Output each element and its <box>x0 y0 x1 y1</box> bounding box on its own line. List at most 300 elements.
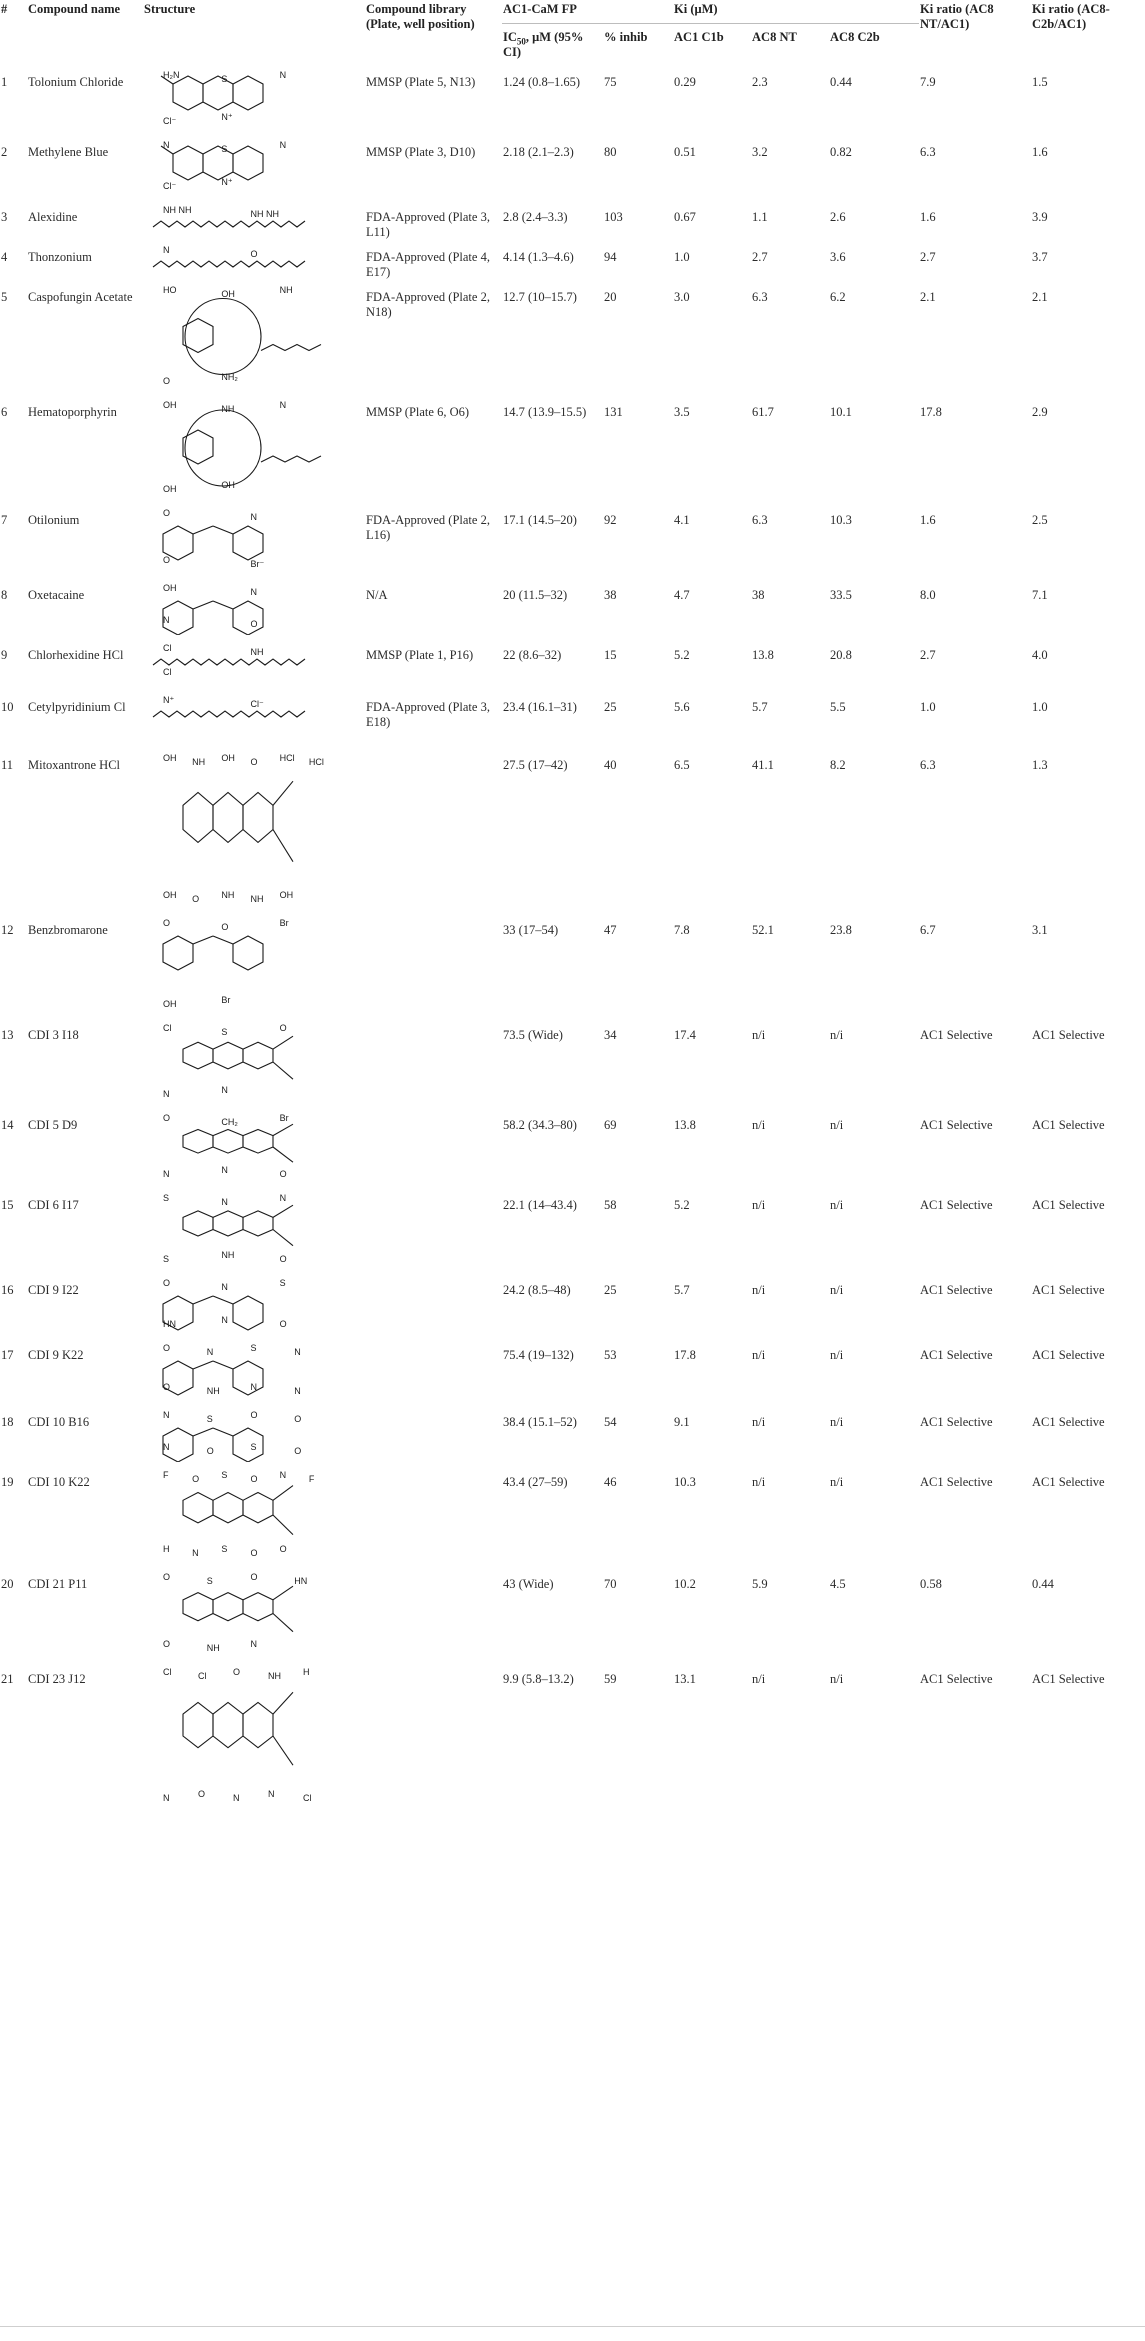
structure-atom-label: N <box>163 1442 170 1452</box>
structure-atom-label: S <box>250 1343 257 1353</box>
ic50-value: 58.2 (34.3–80) <box>503 1118 577 1132</box>
compound-library <box>365 749 502 914</box>
ki-ac1-c1b: 10.3 <box>674 1475 696 1489</box>
ki-ac8-c2b: 5.5 <box>830 700 846 714</box>
ki-ratio-nt: 1.6 <box>920 210 936 224</box>
structure-atom-label: S <box>206 1414 213 1424</box>
compound-name: Tolonium Chloride <box>28 75 124 89</box>
ki-ratio-c2b: AC1 Selective <box>1032 1415 1105 1429</box>
table-row <box>0 579 1145 639</box>
inhib-value: 46 <box>604 1475 617 1489</box>
structure-atom-label: S <box>163 1193 170 1203</box>
structure-drawing <box>143 1274 358 1335</box>
table-row <box>0 1466 1145 1568</box>
table-row <box>0 749 1145 914</box>
ki-ac1-c1b: 9.1 <box>674 1415 690 1429</box>
ki-ratio-c2b: AC1 Selective <box>1032 1198 1105 1212</box>
structure-atom-label: N <box>221 1085 228 1095</box>
structure-cell <box>143 914 365 1019</box>
row-number: 10 <box>1 700 14 714</box>
ki-ratio-c2b: 1.3 <box>1032 758 1048 772</box>
structure-atom-label: N <box>221 1315 228 1325</box>
structure-atom-label: Br <box>279 1113 289 1123</box>
structure-atom-label: HN <box>294 1576 308 1586</box>
ic50-value: 14.7 (13.9–15.5) <box>503 405 587 419</box>
ki-ratio-c2b: AC1 Selective <box>1032 1028 1105 1042</box>
ki-ac8-nt: 6.3 <box>752 290 768 304</box>
table-row <box>0 241 1145 281</box>
structure-atom-label: N <box>163 1169 170 1179</box>
row-number: 16 <box>1 1283 14 1297</box>
compound-name: Hematoporphyrin <box>28 405 117 419</box>
compound-library: MMSP (Plate 3, D10) <box>366 145 476 159</box>
ki-ratio-c2b: 3.1 <box>1032 923 1048 937</box>
ic50-value: 43.4 (27–59) <box>503 1475 568 1489</box>
ki-ac8-nt: n/i <box>752 1475 766 1489</box>
structure-atom-label: N <box>250 587 257 597</box>
compound-library: FDA-Approved (Plate 4, E17) <box>366 250 490 279</box>
structure-atom-label: O <box>250 757 258 767</box>
structure-atom-label: N <box>221 1165 228 1175</box>
ki-ac8-nt: n/i <box>752 1118 766 1132</box>
structure-atom-label: NH <box>206 1386 220 1396</box>
structure-atom-label: N <box>279 1470 287 1480</box>
structure-drawing <box>143 639 358 687</box>
structure-atom-label: OH <box>163 583 177 593</box>
ki-ac8-nt: 41.1 <box>752 758 774 772</box>
compound-name: Alexidine <box>28 210 78 224</box>
structure-cell <box>143 749 365 914</box>
header-num: # <box>1 2 8 16</box>
inhib-value: 25 <box>604 1283 617 1297</box>
compound-library: MMSP (Plate 6, O6) <box>366 405 470 419</box>
structure-atom-label: H <box>163 1544 170 1554</box>
structure-atom-label: O <box>233 1667 241 1677</box>
structure-atom-label: N <box>250 1382 257 1392</box>
header-fp-group: AC1-CaM FP <box>502 0 673 24</box>
structure-atom-label: O <box>250 1474 258 1484</box>
structure-atom-label: O <box>221 922 229 932</box>
ic50-value: 27.5 (17–42) <box>503 758 568 772</box>
structure-drawing <box>143 66 358 132</box>
structure-atom-label: O <box>192 1474 200 1484</box>
ki-ac8-nt: 2.3 <box>752 75 768 89</box>
inhib-value: 20 <box>604 290 617 304</box>
structure-cell <box>143 1189 365 1274</box>
ki-ac8-nt: 1.1 <box>752 210 768 224</box>
ki-ac8-c2b: 6.2 <box>830 290 846 304</box>
ki-ac8-c2b: 33.5 <box>830 588 852 602</box>
structure-cell <box>143 1663 365 1813</box>
compound-library <box>365 1663 502 1813</box>
compound-library <box>365 1568 502 1663</box>
structure-atom-label: N <box>206 1347 214 1357</box>
row-number: 2 <box>1 145 8 159</box>
structure-atom-label: O <box>250 249 258 259</box>
structure-drawing <box>143 201 358 237</box>
ki-ratio-c2b: 1.6 <box>1032 145 1048 159</box>
ki-ratio-nt: AC1 Selective <box>920 1028 993 1042</box>
ki-ac1-c1b: 0.67 <box>674 210 696 224</box>
compound-name: Otilonium <box>28 513 80 527</box>
structure-atom-label: O <box>163 376 171 386</box>
structure-atom-label: S <box>279 1278 286 1288</box>
ki-ratio-nt: 6.3 <box>920 145 936 159</box>
structure-atom-label: NH <box>250 894 264 904</box>
structure-atom-label: NH <box>221 890 235 900</box>
structure-cell <box>143 241 365 281</box>
structure-cell <box>143 1339 365 1406</box>
inhib-value: 59 <box>604 1672 617 1686</box>
structure-atom-label: O <box>279 1544 287 1554</box>
compound-library <box>365 1339 502 1406</box>
ki-ratio-c2b: AC1 Selective <box>1032 1348 1105 1362</box>
structure-atom-label: N <box>279 140 287 150</box>
ki-ac8-c2b: n/i <box>830 1283 844 1297</box>
structure-cell <box>143 1274 365 1339</box>
ki-ac8-c2b: n/i <box>830 1118 844 1132</box>
structure-drawing <box>143 1568 358 1659</box>
structure-drawing <box>143 504 358 575</box>
ic50-value: 20 (11.5–32) <box>503 588 568 602</box>
row-number: 17 <box>1 1348 14 1362</box>
table-row <box>0 201 1145 241</box>
ki-ac8-nt: 13.8 <box>752 648 774 662</box>
row-number: 11 <box>1 758 14 772</box>
ki-ac8-nt: n/i <box>752 1348 766 1362</box>
ic50-value: 4.14 (1.3–4.6) <box>503 250 574 264</box>
structure-atom-label: S <box>221 74 228 84</box>
ki-ratio-nt: AC1 Selective <box>920 1415 993 1429</box>
structure-cell <box>143 136 365 201</box>
ki-ratio-nt: 17.8 <box>920 405 942 419</box>
inhib-value: 15 <box>604 648 617 662</box>
ki-ac8-nt: 5.7 <box>752 700 768 714</box>
structure-cell <box>143 201 365 241</box>
table-row <box>0 504 1145 579</box>
ki-ac8-c2b: n/i <box>830 1415 844 1429</box>
inhib-value: 69 <box>604 1118 617 1132</box>
structure-atom-label: Cl <box>163 643 172 653</box>
inhib-value: 80 <box>604 145 617 159</box>
ic50-value: 33 (17–54) <box>503 923 559 937</box>
compound-name: CDI 6 I17 <box>28 1198 79 1212</box>
structure-atom-label: O <box>294 1446 302 1456</box>
ki-ratio-c2b: 4.0 <box>1032 648 1048 662</box>
ic50-value: 24.2 (8.5–48) <box>503 1283 571 1297</box>
ki-ac1-c1b: 5.6 <box>674 700 690 714</box>
structure-atom-label: N <box>279 70 287 80</box>
structure-cell <box>143 1109 365 1189</box>
structure-drawing <box>143 579 358 635</box>
structure-atom-label: O <box>192 894 200 904</box>
compound-name: CDI 9 I22 <box>28 1283 79 1297</box>
ki-ratio-nt: AC1 Selective <box>920 1118 993 1132</box>
compound-name: Chlorhexidine HCl <box>28 648 124 662</box>
row-number: 18 <box>1 1415 14 1429</box>
row-number: 1 <box>1 75 8 89</box>
ic50-value: 2.8 (2.4–3.3) <box>503 210 568 224</box>
structure-atom-label: O <box>250 1572 258 1582</box>
structure-atom-label: O <box>163 1343 171 1353</box>
table-row <box>0 914 1145 1019</box>
structure-drawing <box>143 1663 358 1809</box>
ki-ac1-c1b: 13.1 <box>674 1672 696 1686</box>
row-number: 8 <box>1 588 8 602</box>
structure-cell <box>143 691 365 749</box>
structure-atom-label: N <box>163 1089 170 1099</box>
structure-drawing <box>143 281 358 392</box>
row-number: 21 <box>1 1672 14 1686</box>
structure-atom-label: O <box>279 1319 287 1329</box>
inhib-value: 92 <box>604 513 617 527</box>
ki-ac8-nt: 61.7 <box>752 405 774 419</box>
structure-atom-label: O <box>163 1572 171 1582</box>
table-row <box>0 281 1145 396</box>
inhib-value: 75 <box>604 75 617 89</box>
structure-atom-label: NH NH <box>250 209 279 219</box>
structure-atom-label: OH <box>163 753 177 763</box>
ki-ratio-nt: AC1 Selective <box>920 1475 993 1489</box>
ki-ratio-nt: 6.7 <box>920 923 936 937</box>
structure-atom-label: S <box>163 1254 170 1264</box>
structure-atom-label: N <box>279 1193 287 1203</box>
compound-library <box>365 1019 502 1109</box>
structure-atom-label: Cl⁻ <box>250 699 264 709</box>
structure-atom-label: NH <box>206 1643 220 1653</box>
ki-ac8-c2b: 2.6 <box>830 210 846 224</box>
ki-ac1-c1b: 3.5 <box>674 405 690 419</box>
structure-atom-label: S <box>221 1544 228 1554</box>
header-compound-name: Compound name <box>28 2 121 16</box>
ki-ac1-c1b: 3.0 <box>674 290 690 304</box>
ic50-value: 43 (Wide) <box>503 1577 554 1591</box>
compound-name: CDI 5 D9 <box>28 1118 78 1132</box>
structure-atom-label: O <box>163 918 171 928</box>
compound-name: CDI 23 J12 <box>28 1672 86 1686</box>
structure-atom-label: NH₂ <box>221 372 238 382</box>
ki-ac8-nt: 52.1 <box>752 923 774 937</box>
row-number: 15 <box>1 1198 14 1212</box>
ki-ratio-c2b: 3.7 <box>1032 250 1048 264</box>
structure-cell <box>143 1019 365 1109</box>
ki-ratio-c2b: AC1 Selective <box>1032 1283 1105 1297</box>
row-number: 7 <box>1 513 8 527</box>
structure-atom-label: O <box>250 1410 258 1420</box>
header-ki-ratio-c2b: Ki ratio (AC8-C2b/AC1) <box>1032 2 1110 31</box>
table-row <box>0 1019 1145 1109</box>
ki-ratio-c2b: AC1 Selective <box>1032 1672 1105 1686</box>
ki-ac1-c1b: 5.2 <box>674 1198 690 1212</box>
structure-atom-label: N <box>279 400 287 410</box>
ki-ratio-nt: 0.58 <box>920 1577 942 1591</box>
table-body <box>0 66 1145 1813</box>
ki-ratio-nt: 6.3 <box>920 758 936 772</box>
compound-library: FDA-Approved (Plate 2, N18) <box>366 290 490 319</box>
table-header <box>0 0 1145 66</box>
structure-atom-label: NH <box>221 1250 235 1260</box>
structure-atom-label: H₂N <box>163 70 180 80</box>
header-ki-group: Ki (μM) <box>673 0 919 24</box>
ki-ratio-nt: 1.0 <box>920 700 936 714</box>
header-inhib: % inhib <box>604 30 648 44</box>
compound-library: MMSP (Plate 1, P16) <box>366 648 474 662</box>
ki-ac1-c1b: 10.2 <box>674 1577 696 1591</box>
ic50-value: 38.4 (15.1–52) <box>503 1415 577 1429</box>
ki-ac8-nt: 38 <box>752 588 765 602</box>
table-row <box>0 1406 1145 1466</box>
structure-atom-label: H <box>303 1667 310 1677</box>
structure-atom-label: OH <box>163 999 177 1009</box>
structure-atom-label: NH <box>250 647 264 657</box>
header-ki-ratio-nt: Ki ratio (AC8 NT/AC1) <box>920 2 994 31</box>
structure-atom-label: Br <box>221 995 231 1005</box>
structure-atom-label: N <box>250 1639 257 1649</box>
structure-atom-label: N <box>250 512 257 522</box>
compound-library: FDA-Approved (Plate 3, E18) <box>366 700 490 729</box>
structure-atom-label: O <box>279 1023 287 1033</box>
table-row <box>0 1663 1145 1813</box>
ki-ac8-nt: n/i <box>752 1198 766 1212</box>
compound-name: Cetylpyridinium Cl <box>28 700 126 714</box>
structure-atom-label: N <box>163 615 170 625</box>
compound-name: Oxetacaine <box>28 588 85 602</box>
structure-atom-label: N⁺ <box>221 112 233 122</box>
structure-atom-label: NH NH <box>163 205 192 215</box>
ki-ac8-c2b: 3.6 <box>830 250 846 264</box>
ki-ac8-c2b: n/i <box>830 1672 844 1686</box>
structure-atom-label: N⁺ <box>221 177 233 187</box>
structure-atom-label: Br <box>279 918 289 928</box>
structure-atom-label: F <box>308 1474 315 1484</box>
header-ac8-c2b: AC8 C2b <box>830 30 880 44</box>
header-ac8-nt: AC8 NT <box>752 30 797 44</box>
structure-atom-label: N <box>192 1548 199 1558</box>
compound-library: MMSP (Plate 5, N13) <box>366 75 476 89</box>
compound-name: CDI 21 P11 <box>28 1577 88 1591</box>
ki-ratio-c2b: 1.0 <box>1032 700 1048 714</box>
structure-atom-label: CH₂ <box>221 1117 238 1127</box>
ki-ac1-c1b: 1.0 <box>674 250 690 264</box>
structure-atom-label: O <box>294 1414 302 1424</box>
structure-atom-label: N <box>163 1410 170 1420</box>
compound-name: Methylene Blue <box>28 145 109 159</box>
compound-name: Caspofungin Acetate <box>28 290 133 304</box>
compound-name: Thonzonium <box>28 250 92 264</box>
structure-atom-label: S <box>250 1442 257 1452</box>
structure-drawing <box>143 1339 358 1402</box>
ki-ac8-c2b: 10.1 <box>830 405 852 419</box>
structure-drawing <box>143 396 358 500</box>
table-row <box>0 691 1145 749</box>
ki-ac1-c1b: 17.8 <box>674 1348 696 1362</box>
structure-atom-label: O <box>279 1254 287 1264</box>
structure-atom-label: F <box>163 1470 169 1480</box>
compound-name: Mitoxantrone HCl <box>28 758 121 772</box>
inhib-value: 70 <box>604 1577 617 1591</box>
structure-atom-label: OH <box>279 890 294 900</box>
ki-ratio-c2b: AC1 Selective <box>1032 1118 1105 1132</box>
table-bottom-rule <box>0 2326 1145 2327</box>
ki-ac8-c2b: 10.3 <box>830 513 852 527</box>
structure-atom-label: N <box>221 1197 228 1207</box>
table-row <box>0 66 1145 136</box>
structure-cell <box>143 281 365 396</box>
table-row <box>0 639 1145 691</box>
ki-ratio-c2b: 7.1 <box>1032 588 1048 602</box>
header-ic50: $IC_{50}$, μM (95% CI) <box>503 30 584 59</box>
ki-ac1-c1b: 7.8 <box>674 923 690 937</box>
structure-atom-label: N <box>233 1793 240 1803</box>
row-number: 9 <box>1 648 8 662</box>
ki-ratio-nt: AC1 Selective <box>920 1283 993 1297</box>
ic50-value: 22.1 (14–43.4) <box>503 1198 577 1212</box>
structure-atom-label: O <box>163 1113 171 1123</box>
compound-library <box>365 914 502 1019</box>
structure-atom-label: N <box>268 1789 275 1799</box>
structure-atom-label: Br⁻ <box>250 559 265 569</box>
structure-atom-label: OH <box>163 890 177 900</box>
table-row <box>0 1189 1145 1274</box>
ki-ac8-c2b: n/i <box>830 1475 844 1489</box>
ic50-value: 75.4 (19–132) <box>503 1348 574 1362</box>
structure-atom-label: OH <box>163 484 177 494</box>
compound-name: CDI 9 K22 <box>28 1348 84 1362</box>
compound-name: CDI 10 K22 <box>28 1475 90 1489</box>
row-number: 14 <box>1 1118 14 1132</box>
ki-ratio-nt: AC1 Selective <box>920 1348 993 1362</box>
ki-ratio-c2b: 2.1 <box>1032 290 1048 304</box>
inhib-value: 53 <box>604 1348 617 1362</box>
inhib-value: 25 <box>604 700 617 714</box>
compound-library <box>365 1274 502 1339</box>
structure-cell <box>143 1406 365 1466</box>
ki-ratio-nt: 7.9 <box>920 75 936 89</box>
ki-ratio-c2b: AC1 Selective <box>1032 1475 1105 1489</box>
ic50-value: 22 (8.6–32) <box>503 648 562 662</box>
ki-ac8-nt: n/i <box>752 1415 766 1429</box>
structure-drawing <box>143 749 358 910</box>
table-row <box>0 136 1145 201</box>
ki-ratio-c2b: 0.44 <box>1032 1577 1054 1591</box>
inhib-value: 94 <box>604 250 617 264</box>
inhib-value: 58 <box>604 1198 617 1212</box>
ki-ac8-nt: 5.9 <box>752 1577 768 1591</box>
structure-drawing <box>143 241 358 277</box>
structure-atom-label: O <box>163 1382 171 1392</box>
ki-ratio-c2b: 2.5 <box>1032 513 1048 527</box>
ki-ratio-nt: 2.7 <box>920 250 936 264</box>
ki-ac1-c1b: 4.1 <box>674 513 690 527</box>
structure-atom-label: NH <box>192 757 206 767</box>
ki-ratio-c2b: 1.5 <box>1032 75 1048 89</box>
structure-drawing <box>143 914 358 1015</box>
ki-ac1-c1b: 5.7 <box>674 1283 690 1297</box>
structure-cell <box>143 396 365 504</box>
structure-atom-label: NH <box>221 404 235 414</box>
ki-ac8-nt: n/i <box>752 1672 766 1686</box>
structure-atom-label: HCl <box>279 753 295 763</box>
structure-drawing <box>143 1109 358 1185</box>
inhib-value: 47 <box>604 923 617 937</box>
structure-cell <box>143 1466 365 1568</box>
ki-ac8-nt: 2.7 <box>752 250 768 264</box>
ki-ac8-c2b: 8.2 <box>830 758 846 772</box>
ki-ratio-nt: AC1 Selective <box>920 1198 993 1212</box>
table-row <box>0 1339 1145 1406</box>
compound-name: CDI 10 B16 <box>28 1415 90 1429</box>
structure-atom-label: HCl <box>308 757 324 767</box>
